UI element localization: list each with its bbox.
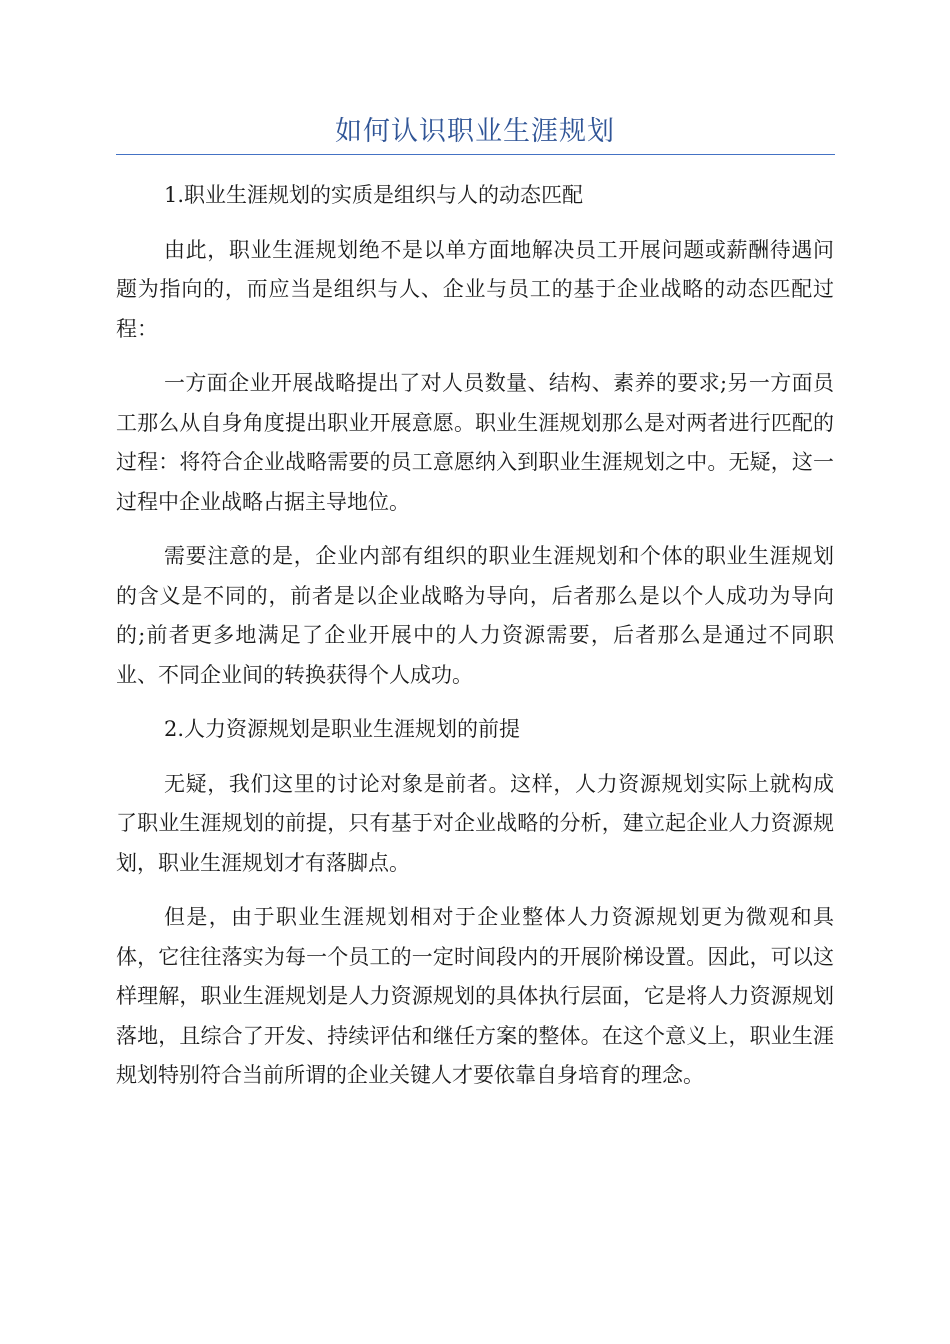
paragraph-3: 需要注意的是，企业内部有组织的职业生涯规划和个体的职业生涯规划的含义是不同的，前者是以企业战略为导向，后者那么是以个人成功为导向的;前者更多地满足了企业开展中的人力资源需要，后者那么是通过不同职业、不同企业间的转换获得个人成功。: [116, 544, 834, 687]
section-heading-2: 2.人力资源规划是职业生涯规划的前提: [164, 717, 521, 741]
document-title: 如何认识职业生涯规划: [335, 116, 615, 147]
title-underline: [116, 154, 835, 155]
paragraph-2: 一方面企业开展战略提出了对人员数量、结构、素养的要求;另一方面员工那么从自身角度提出职业开展意愿。职业生涯规划那么是对两者进行匹配的过程：将符合企业战略需要的员工意愿纳入到职业生涯规划之中。无疑，这一过程中企业战略占据主导地位。: [116, 371, 834, 514]
paragraph-1: 由此，职业生涯规划绝不是以单方面地解决员工开展问题或薪酬待遇问题为指向的，而应当是组织与人、企业与员工的基于企业战略的动态匹配过程：: [116, 237, 834, 341]
paragraph-4: 无疑，我们这里的讨论对象是前者。这样，人力资源规划实际上就构成了职业生涯规划的前提，只有基于对企业战略的分析，建立起企业人力资源规划，职业生涯规划才有落脚点。: [116, 771, 834, 875]
section-heading-1: 1.职业生涯规划的实质是组织与人的动态匹配: [164, 183, 584, 207]
document-body: [116, 176, 834, 1111]
paragraph-5: 但是，由于职业生涯规划相对于企业整体人力资源规划更为微观和具体，它往往落实为每一个员工的一定时间段内的开展阶梯设置。因此，可以这样理解，职业生涯规划是人力资源规划的具体执行层面，它是将人力资源规划落地，且综合了开发、持续评估和继任方案的整体。在这个意义上，职业生涯规划特别符合当前所谓的企业关键人才要依靠自身培育的理念。: [116, 905, 834, 1087]
